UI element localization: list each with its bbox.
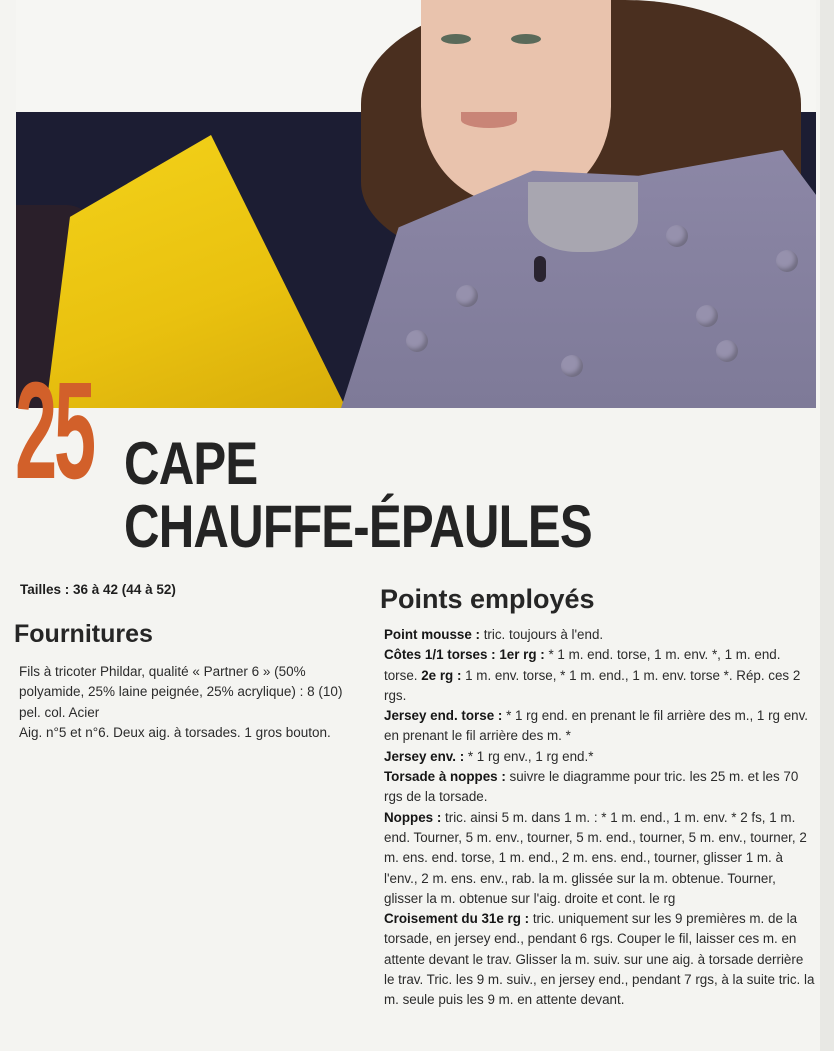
eye-shape: [511, 34, 541, 44]
points-entry: [384, 645, 816, 706]
points-body: [384, 625, 816, 1011]
points-heading: Points employés: [380, 584, 595, 614]
mouth-shape: [461, 112, 517, 128]
points-entry: [384, 706, 816, 747]
fournitures-heading: Fournitures: [14, 620, 153, 648]
entry-text: suivre le diagramme pour tric. les 25 m. et les 70 rgs de la torsade.: [384, 769, 799, 805]
points-entry: [384, 747, 816, 767]
entry-term: Jersey end. torse :: [384, 708, 503, 724]
entry-term: Croisement du 31e rg :: [384, 911, 530, 927]
cover-photo: [16, 0, 816, 408]
sizes-label: Tailles : 36 à 42 (44 à 52): [20, 582, 176, 597]
page-title: [124, 432, 592, 558]
page-edge: [820, 0, 834, 1051]
bobble-shape: [716, 340, 738, 362]
entry-text: * 1 rg end. en prenant le fil arrière des m., 1 rg env. en prenant le fil arrière des m. *: [384, 708, 809, 744]
entry-term: Noppes :: [384, 809, 442, 825]
title-line-2: CHAUFFE-ÉPAULES: [124, 493, 592, 560]
entry-text: * 1 rg env., 1 rg end.*: [464, 748, 594, 764]
entry-text: tric. uniquement sur les 9 premières m. de la torsade, en jersey end., pendant 6 rgs. Couper le fil, laisser ces m. en attente devant le trav. Glisser la m. suiv. sur une aig. à torsade derrière le trav. Tric. les 9 m. suiv., en jersey end., pendant 7 rgs, à la suite tric. la m. seule puis les 9 m. en attente devant.: [384, 911, 815, 1008]
points-entry: [384, 625, 816, 645]
title-line-1: CAPE: [124, 430, 258, 497]
entry-text: 1 m. env. torse, * 1 m. end., 1 m. env. torse *. Rép. ces 2 rgs.: [384, 667, 801, 703]
entry-text: tric. ainsi 5 m. dans 1 m. : * 1 m. end., 1 m. env. * 2 fs, 1 m. end. Tourner, 5 m. env., tourner, 5 m. end., tourner, 5 m. env., tourner, 2 m. ens. end. torse, 1 m. end., 2 m. ens. end., tourner, glisser 1 m. à l'env., 2 m. ens. env., rab. la m. glissée sur la m. obtenue. Tourner, glisser la m. obtenue sur l'aig. droite et cont. le rg: [384, 809, 807, 906]
entry-term: Côtes 1/1 torses : 1er rg :: [384, 647, 545, 663]
entry-term: Jersey env. :: [384, 748, 465, 764]
bobble-shape: [456, 285, 478, 307]
bobble-shape: [406, 330, 428, 352]
bobble-shape: [696, 305, 718, 327]
bobble-shape: [666, 225, 688, 247]
entry-text: * 1 m. end. torse, 1 m. env. *, 1 m. end. torse.: [384, 647, 781, 683]
eye-shape: [441, 34, 471, 44]
entry-term: 2e rg :: [421, 667, 462, 683]
points-entry: [384, 909, 816, 1010]
fournitures-body: [19, 662, 344, 743]
entry-text: tric. toujours à l'end.: [479, 627, 604, 642]
fournitures-line: Fils à tricoter Phildar, qualité « Partner 6 » (50% polyamide, 25% laine peignée, 25% acrylique) : 8 (10) pel. col. Acier: [19, 664, 343, 720]
bobble-shape: [561, 355, 583, 377]
bobble-shape: [776, 250, 798, 272]
tshirt-shape: [528, 182, 638, 252]
fournitures-line: Aig. n°5 et n°6. Deux aig. à torsades. 1 gros bouton.: [19, 724, 331, 740]
sweater-button-shape: [534, 256, 546, 282]
points-entry: [384, 808, 816, 909]
entry-term: Torsade à noppes :: [384, 769, 506, 785]
entry-term: Point mousse :: [384, 627, 480, 642]
pattern-number: 25: [15, 354, 93, 508]
points-entry: [384, 767, 816, 808]
